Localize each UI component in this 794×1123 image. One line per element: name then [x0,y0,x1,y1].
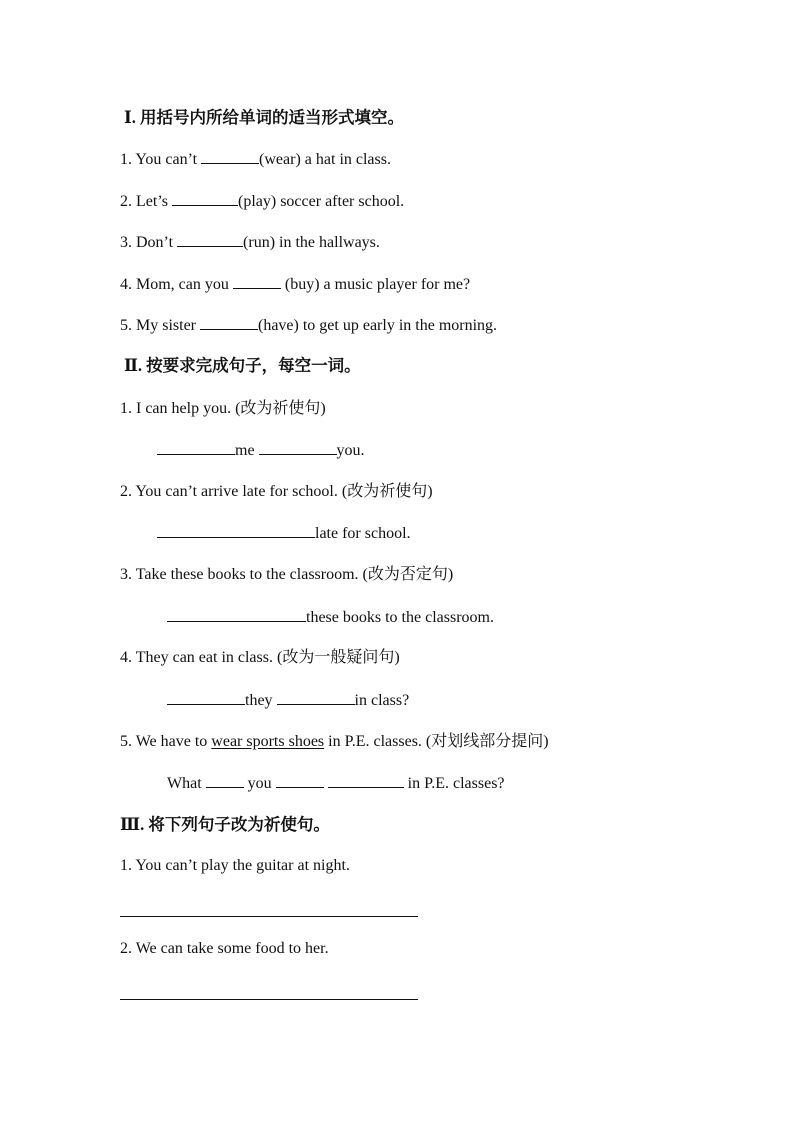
section2-question-5 [120,732,794,752]
item-text: (have) to get up early in the morning. [258,317,498,334]
item-text: 3. Don’t [120,234,178,251]
section2-answer-1 [157,440,794,461]
underlined-phrase: wear sports shoes [211,733,325,750]
item-text: 1. You can’t [120,151,202,168]
section2-answer-3 [167,607,794,628]
question-text: 5. We have to [120,733,212,750]
answer-text: you. [336,442,365,459]
answer-blank[interactable] [233,274,281,289]
item-text: (play) soccer after school. [238,193,405,210]
section3-question-2: 2. We can take some food to her. [120,940,329,957]
section3-title: Ⅲ. 将下列句子改为祈使句。 [120,815,330,834]
section2-question-3: 3. Take these books to the classroom. (改为否定句) [120,566,454,583]
item-text: 5. My sister [120,317,200,334]
section3-answer-line-1[interactable] [120,916,418,917]
answer-blank[interactable] [167,607,306,622]
item-text: (wear) a hat in class. [259,151,391,168]
answer-blank[interactable] [157,523,315,538]
answer-text: they [245,692,277,709]
section2-answer-4 [167,690,794,711]
section1-item-1 [120,149,794,170]
section1-item-2 [120,191,794,212]
answer-text: late for school. [315,525,411,542]
answer-text: me [235,442,259,459]
answer-blank[interactable] [177,232,243,247]
answer-blank[interactable] [206,773,244,788]
section3-question-1: 1. You can’t play the guitar at night. [120,857,350,874]
section1-title: Ⅰ. 用括号内所给单词的适当形式填空。 [124,108,404,127]
section2-question-4: 4. They can eat in class. (改为一般疑问句) [120,649,400,666]
answer-blank[interactable] [277,690,355,705]
answer-text: in P.E. classes? [403,775,505,792]
answer-text: these books to the classroom. [306,609,494,626]
section2-question-2: 2. You can’t arrive late for school. (改为祈使句) [120,483,433,500]
item-text: (run) in the hallways. [243,234,380,251]
section2-question-1: 1. I can help you. (改为祈使句) [120,400,326,417]
answer-blank[interactable] [201,149,259,164]
item-text: 2. Let’s [120,193,172,210]
answer-blank[interactable] [328,773,404,788]
answer-blank[interactable] [200,315,258,330]
section2-answer-5 [167,773,794,794]
answer-text: What [167,775,206,792]
section1-item-3 [120,232,794,253]
answer-blank[interactable] [276,773,324,788]
question-text: in P.E. classes. (对划线部分提问) [324,733,549,750]
answer-blank[interactable] [167,690,245,705]
answer-text: in class? [354,692,410,709]
section1-item-5 [120,315,794,336]
section2-title: Ⅱ. 按要求完成句子，每空一词。 [124,356,361,375]
section3-answer-line-2[interactable] [120,999,418,1000]
answer-text: you [243,775,276,792]
answer-blank[interactable] [259,440,337,455]
section1-item-4 [120,274,794,295]
item-text: 4. Mom, can you [120,276,233,293]
item-text: (buy) a music player for me? [280,276,471,293]
answer-blank[interactable] [172,191,238,206]
section2-answer-2 [157,523,794,544]
answer-blank[interactable] [157,440,235,455]
